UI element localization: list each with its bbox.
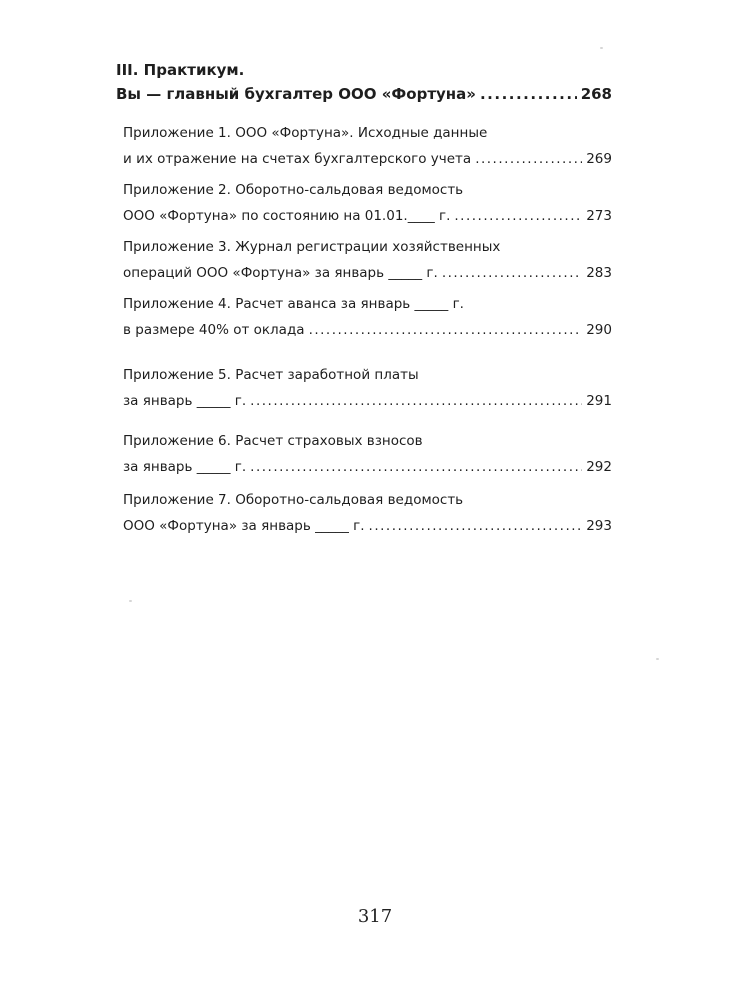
dot-leader (369, 513, 583, 539)
scan-speck (656, 658, 659, 660)
entry-continuation-line (123, 260, 612, 286)
entry-page-number: 290 (586, 322, 612, 338)
entry-page-number: 269 (586, 151, 612, 167)
entry-title-continuation: за январь _____ г. (123, 459, 247, 475)
scan-speck (129, 600, 132, 602)
page-number: 317 (357, 906, 393, 927)
entry-title-line: Приложение 2. Оборотно-сальдовая ведомость (123, 182, 464, 198)
scan-speck (600, 47, 603, 49)
toc-entry-appendix-4 (123, 291, 612, 343)
entry-page-number: 273 (586, 208, 612, 224)
toc-entry-appendix-3 (123, 234, 612, 286)
entry-title-continuation: за январь _____ г. (123, 393, 247, 409)
entry-continuation-line (123, 146, 612, 172)
toc-entry-appendix-6 (123, 428, 612, 480)
entry-page-number: 283 (586, 265, 612, 281)
entry-title-line: Приложение 5. Расчет заработной платы (123, 367, 419, 383)
dot-leader (250, 454, 582, 480)
entry-page-number: 292 (586, 459, 612, 475)
table-of-contents (116, 58, 612, 539)
section-subtitle: Вы — главный бухгалтер ООО «Фортуна» (116, 85, 476, 103)
entry-page-number: 291 (586, 393, 612, 409)
dot-leader (480, 82, 577, 106)
entry-title-continuation: ООО «Фортуна» по состоянию на 01.01.____ г. (123, 208, 451, 224)
dot-leader (454, 203, 582, 229)
entry-continuation-line (123, 454, 612, 480)
entry-title-line: Приложение 4. Расчет аванса за январь _____ г. (123, 296, 464, 312)
entry-title-line: Приложение 7. Оборотно-сальдовая ведомость (123, 492, 464, 508)
toc-entry-appendix-2 (123, 177, 612, 229)
entry-page-number: 293 (586, 518, 612, 534)
toc-entry-appendix-1 (123, 120, 612, 172)
entry-continuation-line (123, 388, 612, 414)
toc-entry-appendix-7 (123, 487, 612, 539)
dot-leader (250, 388, 582, 414)
entry-title-continuation: ООО «Фортуна» за январь _____ г. (123, 518, 365, 534)
entry-title-line: Приложение 6. Расчет страховых взносов (123, 433, 423, 449)
dot-leader (309, 317, 583, 343)
entry-continuation-line (123, 513, 612, 539)
section-heading-line (116, 82, 612, 106)
appendix-list (123, 120, 612, 539)
entry-title-line: Приложение 1. ООО «Фортуна». Исходные данные (123, 125, 488, 141)
entry-continuation-line (123, 317, 612, 343)
section-page-number: 268 (580, 85, 612, 103)
entry-title-continuation: в размере 40% от оклада (123, 322, 305, 338)
entry-title-continuation: операций ООО «Фортуна» за январь _____ г. (123, 265, 438, 281)
entry-title-continuation: и их отражение на счетах бухгалтерского учета (123, 151, 472, 167)
toc-entry-appendix-5 (123, 362, 612, 414)
entry-title-line: Приложение 3. Журнал регистрации хозяйственных (123, 239, 501, 255)
dot-leader (442, 260, 582, 286)
dot-leader (475, 146, 582, 172)
entry-continuation-line (123, 203, 612, 229)
section-title: III. Практикум. (116, 61, 245, 79)
